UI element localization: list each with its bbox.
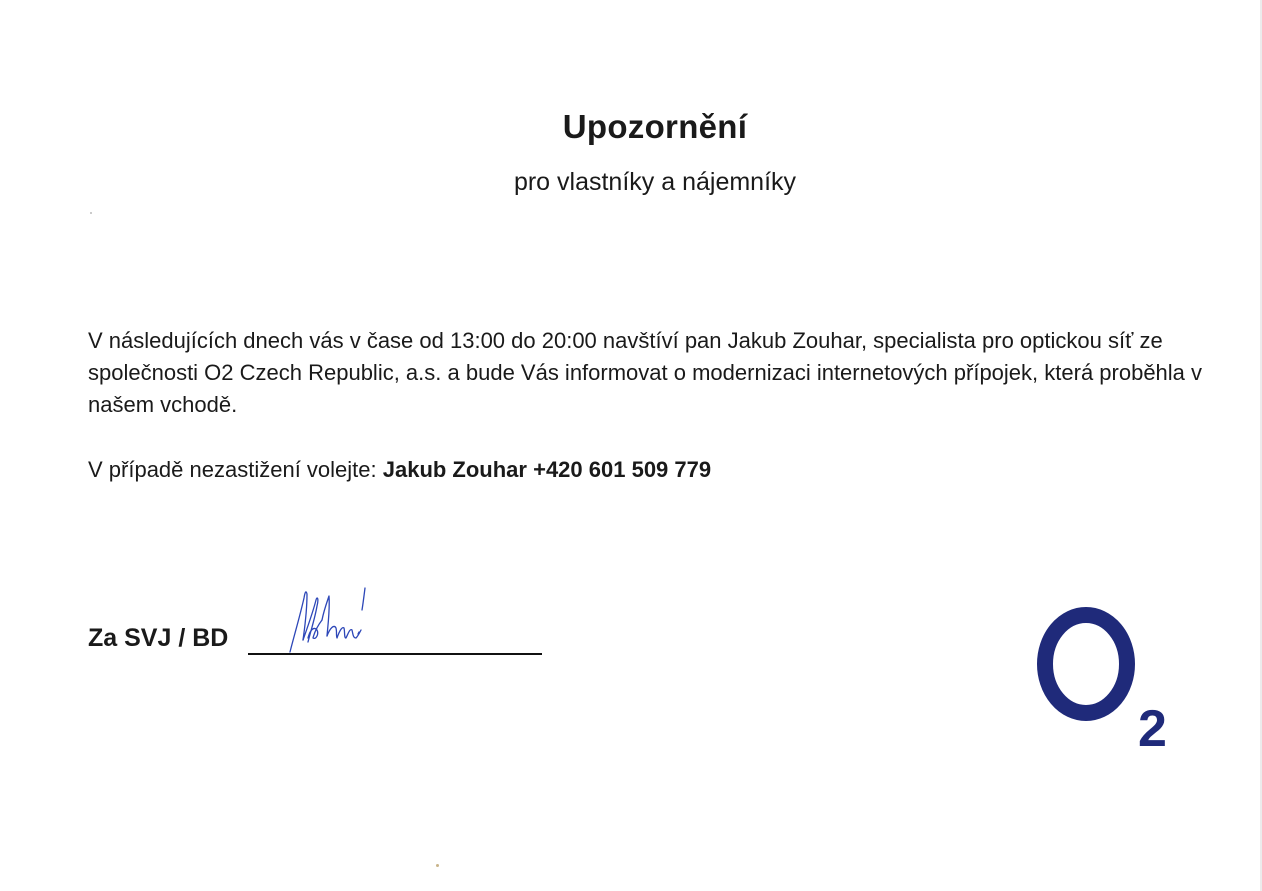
contact-line: [88, 454, 711, 486]
scan-speck: [90, 212, 92, 214]
page-title: Upozornění: [562, 108, 748, 145]
scan-speck: [436, 864, 439, 867]
page-subtitle: pro vlastníky a nájemníky: [513, 168, 797, 196]
handwritten-signature: [286, 580, 376, 656]
o2-logo-subscript: 2: [1138, 700, 1167, 758]
o2-logo-ring: [1045, 615, 1127, 713]
contact-name-phone: Jakub Zouhar +420 601 509 779: [382, 457, 712, 482]
notice-body: [88, 325, 1228, 421]
signature-label: Za SVJ / BD: [88, 624, 229, 652]
notice-paragraph: V následujících dnech vás v čase od 13:00 do 20:00 navštíví pan Jakub Zouhar, specialista pro optickou síť ze společnosti O2 Czech Republic, a.s. a bude Vás informovat o modernizaci internetových přípojek, která proběhla v našem vchodě.: [88, 328, 1203, 417]
o2-logo: [1034, 600, 1184, 760]
contact-prefix: V případě nezastižení volejte:: [88, 457, 383, 482]
